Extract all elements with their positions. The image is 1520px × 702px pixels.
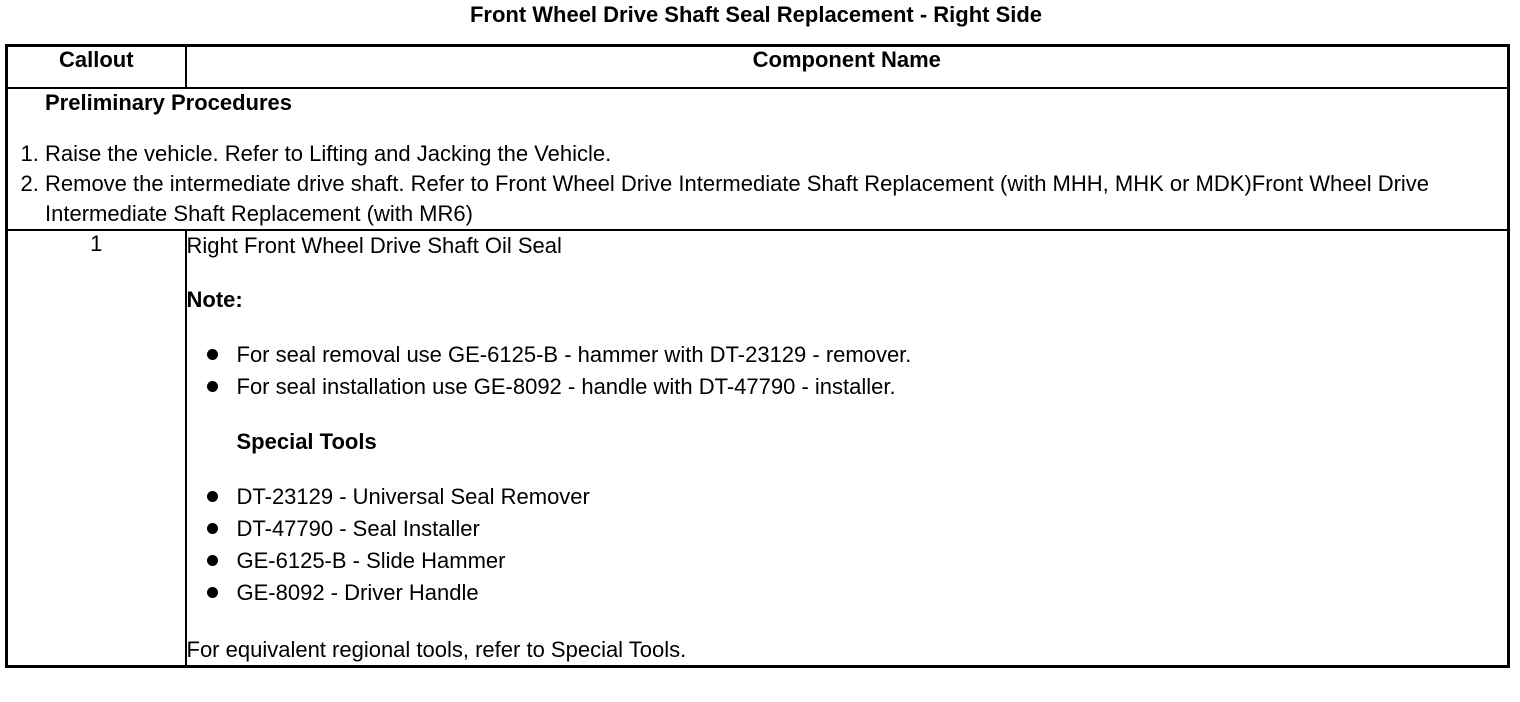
tool-item — [205, 481, 1508, 513]
special-tools-label: Special Tools — [236, 429, 377, 454]
component-cell — [186, 230, 1509, 667]
bullet-icon — [207, 491, 218, 502]
table-header-row — [7, 46, 1509, 89]
note-item — [205, 339, 1508, 371]
equivalent-tools-note: For equivalent regional tools, refer to Special Tools. — [186, 637, 687, 662]
preliminary-row — [7, 88, 1509, 230]
tool-item — [205, 577, 1508, 609]
tool-item — [205, 545, 1508, 577]
bullet-icon — [207, 381, 218, 392]
special-tools-list — [187, 481, 1508, 609]
bullet-icon — [207, 555, 218, 566]
preliminary-heading: Preliminary Procedures — [45, 90, 293, 115]
tool-text: DT-23129 - Universal Seal Remover — [236, 484, 590, 509]
component-name: Right Front Wheel Drive Shaft Oil Seal — [186, 233, 562, 258]
tool-text: DT-47790 - Seal Installer — [236, 516, 480, 541]
bullet-icon — [207, 349, 218, 360]
page-title: Front Wheel Drive Shaft Seal Replacement - Right Side — [469, 2, 1043, 27]
note-label: Note: — [186, 287, 243, 312]
preliminary-step: 2. Remove the intermediate drive shaft. Refer to Front Wheel Drive Intermediate Shaft Replacement (with MHH, MHK or MDK)Front Wheel Drive Intermediate Shaft Replacement (with MR6) — [45, 169, 1507, 229]
note-text: For seal installation use GE-8092 - handle with DT-47790 - installer. — [236, 374, 896, 399]
callout-header: Callout — [7, 46, 186, 89]
component-name-header: Component Name — [186, 46, 1509, 89]
procedure-table — [5, 44, 1510, 668]
callout-number: 1 — [7, 230, 186, 667]
tool-text: GE-6125-B - Slide Hammer — [236, 548, 506, 573]
table-row — [7, 230, 1509, 667]
preliminary-step: 1. Raise the vehicle. Refer to Lifting and Jacking the Vehicle. — [45, 139, 1507, 169]
note-text: For seal removal use GE-6125-B - hammer with DT-23129 - remover. — [236, 342, 912, 367]
note-list — [187, 339, 1508, 403]
bullet-icon — [207, 523, 218, 534]
tool-item — [205, 513, 1508, 545]
preliminary-cell — [7, 88, 1509, 230]
preliminary-steps-list — [8, 139, 1507, 229]
bullet-icon — [207, 587, 218, 598]
note-item — [205, 371, 1508, 403]
tool-text: GE-8092 - Driver Handle — [236, 580, 479, 605]
